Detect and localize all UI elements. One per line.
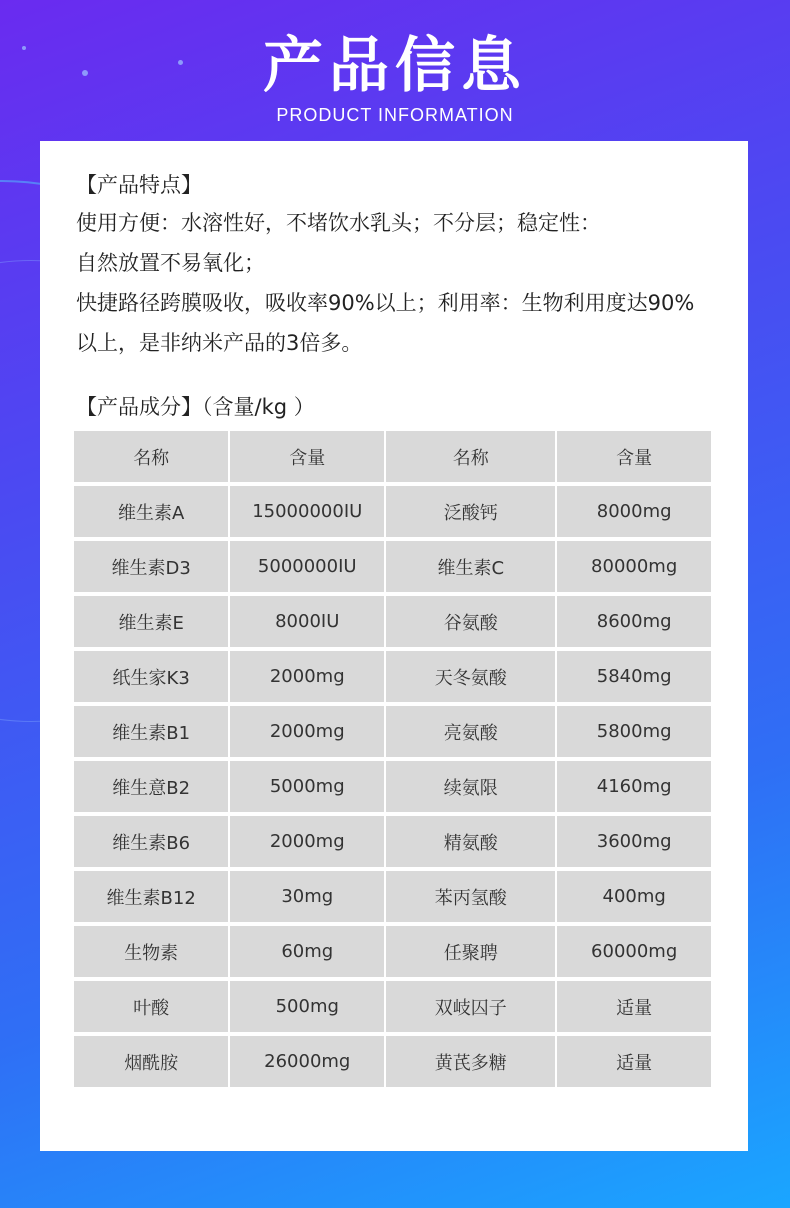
table-row <box>74 1036 711 1087</box>
ingredient-amount-cell: 80000mg <box>557 541 711 596</box>
table-row <box>74 871 711 926</box>
ingredient-name-cell: 纸生家K3 <box>74 651 230 706</box>
ingredient-amount-cell: 适量 <box>557 981 711 1036</box>
table-row <box>74 706 711 761</box>
features-line: 快捷路径跨膜吸收，吸收率90%以上；利用率：生物利用度达90% <box>76 291 695 315</box>
ingredient-amount-cell: 5840mg <box>557 651 711 706</box>
table-row <box>74 926 711 981</box>
ingredient-amount-cell: 30mg <box>230 871 386 926</box>
ingredient-amount-cell: 500mg <box>230 981 386 1036</box>
ingredient-amount-cell: 15000000IU <box>230 486 386 541</box>
ingredient-name-cell: 天冬氨酸 <box>386 651 557 706</box>
features-heading: 【产品特点】 <box>76 173 202 197</box>
ingredients-heading: 【产品成分】（含量/kg ） <box>76 395 315 419</box>
ingredient-name-cell: 亮氨酸 <box>386 706 557 761</box>
ingredient-amount-cell: 2000mg <box>230 816 386 871</box>
column-header-amount: 含量 <box>557 431 711 486</box>
features-line: 使用方便：水溶性好，不堵饮水乳头；不分层；稳定性： <box>76 211 601 235</box>
ingredient-amount-cell: 5000mg <box>230 761 386 816</box>
ingredient-amount-cell: 60000mg <box>557 926 711 981</box>
ingredient-amount-cell: 2000mg <box>230 651 386 706</box>
ingredient-amount-cell: 400mg <box>557 871 711 926</box>
ingredient-amount-cell: 3600mg <box>557 816 711 871</box>
page-subtitle: PRODUCT INFORMATION <box>276 105 514 125</box>
column-header-name: 名称 <box>386 431 557 486</box>
table-row <box>74 596 711 651</box>
page-title: 产品信息 <box>263 31 527 101</box>
table-row <box>74 541 711 596</box>
features-text <box>76 203 741 363</box>
ingredient-amount-cell: 5000000IU <box>230 541 386 596</box>
ingredient-amount-cell: 5800mg <box>557 706 711 761</box>
ingredient-amount-cell: 8600mg <box>557 596 711 651</box>
ingredient-name-cell: 续氨限 <box>386 761 557 816</box>
table-row <box>74 816 711 871</box>
table-row <box>74 761 711 816</box>
column-header-name: 名称 <box>74 431 230 486</box>
ingredient-amount-cell: 8000IU <box>230 596 386 651</box>
ingredient-name-cell: 维生素A <box>74 486 230 541</box>
column-header-amount: 含量 <box>230 431 386 486</box>
ingredient-name-cell: 维生素E <box>74 596 230 651</box>
ingredient-amount-cell: 60mg <box>230 926 386 981</box>
ingredient-name-cell: 任聚聘 <box>386 926 557 981</box>
ingredient-name-cell: 维生素B1 <box>74 706 230 761</box>
ingredient-name-cell: 苯丙氢酸 <box>386 871 557 926</box>
ingredient-name-cell: 精氨酸 <box>386 816 557 871</box>
ingredient-name-cell: 维生素B6 <box>74 816 230 871</box>
product-info-card <box>40 141 748 1151</box>
ingredient-amount-cell: 8000mg <box>557 486 711 541</box>
ingredient-amount-cell: 适量 <box>557 1036 711 1087</box>
ingredient-name-cell: 叶酸 <box>74 981 230 1036</box>
ingredient-name-cell: 黄芪多糖 <box>386 1036 557 1087</box>
table-row <box>74 651 711 706</box>
table-row <box>74 486 711 541</box>
ingredient-name-cell: 维生素B12 <box>74 871 230 926</box>
ingredient-amount-cell: 26000mg <box>230 1036 386 1087</box>
ingredient-name-cell: 生物素 <box>74 926 230 981</box>
ingredient-name-cell: 双岐囚子 <box>386 981 557 1036</box>
ingredient-name-cell: 维生意B2 <box>74 761 230 816</box>
ingredient-name-cell: 谷氨酸 <box>386 596 557 651</box>
features-line: 自然放置不易氧化； <box>76 251 265 275</box>
ingredients-table <box>74 431 711 1087</box>
ingredient-amount-cell: 4160mg <box>557 761 711 816</box>
table-header-row <box>74 431 711 486</box>
ingredient-amount-cell: 2000mg <box>230 706 386 761</box>
features-line: 以上，是非纳米产品的3倍多。 <box>76 331 363 355</box>
ingredient-name-cell: 维生素D3 <box>74 541 230 596</box>
ingredient-name-cell: 维生素C <box>386 541 557 596</box>
ingredient-name-cell: 泛酸钙 <box>386 486 557 541</box>
ingredient-name-cell: 烟酰胺 <box>74 1036 230 1087</box>
table-row <box>74 981 711 1036</box>
